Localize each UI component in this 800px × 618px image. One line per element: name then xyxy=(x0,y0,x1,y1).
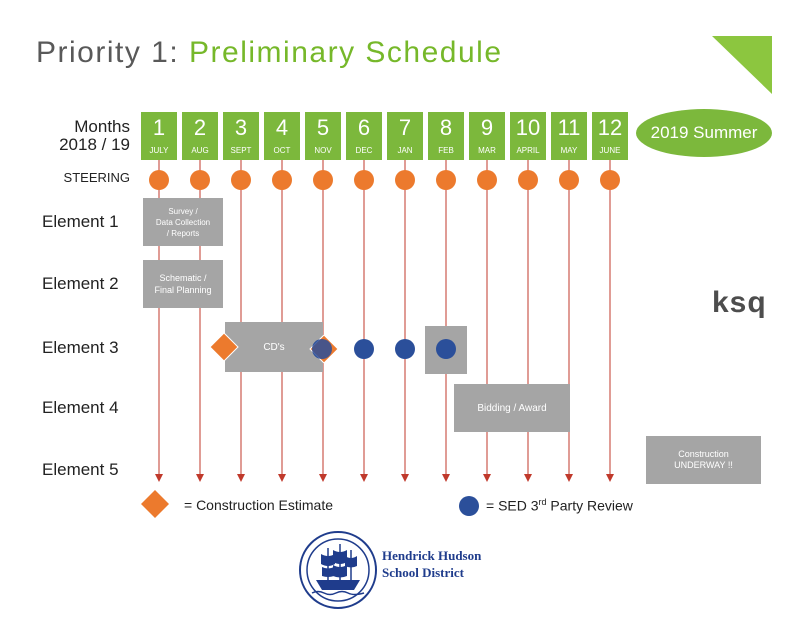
schematic-line1: Schematic / xyxy=(159,273,207,283)
month-number: 12 xyxy=(597,115,623,140)
month-number: 10 xyxy=(515,115,541,140)
sed-review-circle xyxy=(354,339,374,359)
legend-review-sup: rd xyxy=(538,497,547,507)
steering-dot xyxy=(231,170,251,190)
element-5-label: Element 5 xyxy=(42,460,119,479)
construction-line1: Construction xyxy=(678,449,729,459)
legend-review-text xyxy=(486,497,633,514)
title-main: Preliminary Schedule xyxy=(189,36,503,69)
construction-estimate-diamond xyxy=(210,333,238,361)
school-name-line2: School District xyxy=(382,565,464,580)
element-2-label: Element 2 xyxy=(42,274,119,293)
month-number: 9 xyxy=(480,115,494,140)
month-number: 7 xyxy=(398,115,412,140)
sed-review-circle xyxy=(312,339,332,359)
school-name-line1: Hendrick Hudson xyxy=(382,548,482,563)
months-label-line1: Months xyxy=(74,117,130,136)
month-abbr: JULY xyxy=(149,146,169,155)
month-abbr: MAY xyxy=(560,146,578,155)
survey-line1: Survey / xyxy=(168,206,198,216)
legend-review-prefix: = SED 3 xyxy=(486,497,539,514)
title-prefix: Priority 1: xyxy=(36,36,180,69)
cds-label: CD's xyxy=(263,341,285,353)
bidding-label: Bidding / Award xyxy=(477,402,547,414)
month-number: 1 xyxy=(152,115,166,140)
months-label-line2: 2018 / 19 xyxy=(59,135,130,154)
sed-review-circle xyxy=(436,339,456,359)
element-4-label: Element 4 xyxy=(42,398,119,417)
sed-review-circle xyxy=(395,339,415,359)
ksq-logo: ksq xyxy=(712,286,767,319)
month-abbr: JUNE xyxy=(599,146,621,155)
steering-dot xyxy=(313,170,333,190)
month-abbr: APRIL xyxy=(516,146,540,155)
legend-estimate-text: = Construction Estimate xyxy=(184,497,334,513)
legend-diamond-icon xyxy=(141,490,169,518)
month-abbr: SEPT xyxy=(230,146,252,155)
month-abbr: OCT xyxy=(273,146,291,155)
steering-dot xyxy=(600,170,620,190)
element-1-label: Element 1 xyxy=(42,212,119,231)
month-abbr: FEB xyxy=(438,146,454,155)
month-abbr: JAN xyxy=(397,146,413,155)
steering-label: STEERING xyxy=(63,170,130,185)
month-abbr: DEC xyxy=(355,146,373,155)
steering-dot xyxy=(395,170,415,190)
legend-review-suffix: Party Review xyxy=(546,497,633,514)
construction-line2: UNDERWAY !! xyxy=(674,460,733,470)
month-number: 2 xyxy=(193,115,207,140)
steering-dot xyxy=(436,170,456,190)
school-name xyxy=(382,547,481,581)
month-number: 11 xyxy=(557,115,581,140)
summer-2019-badge: 2019 Summer xyxy=(636,109,772,157)
steering-dot xyxy=(272,170,292,190)
survey-line3: / Reports xyxy=(166,228,200,238)
month-number: 4 xyxy=(275,115,289,140)
steering-dot xyxy=(190,170,210,190)
month-abbr: AUG xyxy=(191,146,209,155)
steering-dot xyxy=(354,170,374,190)
element-3-label: Element 3 xyxy=(42,338,119,357)
steering-dot xyxy=(518,170,538,190)
month-abbr: NOV xyxy=(314,146,332,155)
survey-line2: Data Collection xyxy=(155,217,211,227)
legend-circle-icon xyxy=(459,496,479,516)
month-number: 6 xyxy=(357,115,371,140)
month-number: 8 xyxy=(439,115,453,140)
schematic-line2: Final Planning xyxy=(154,285,212,295)
month-number: 5 xyxy=(316,115,330,140)
steering-dot xyxy=(559,170,579,190)
steering-dot xyxy=(477,170,497,190)
steering-dot xyxy=(149,170,169,190)
school-seal-logo xyxy=(298,530,378,610)
month-number: 3 xyxy=(234,115,248,140)
month-abbr: MAR xyxy=(478,146,496,155)
